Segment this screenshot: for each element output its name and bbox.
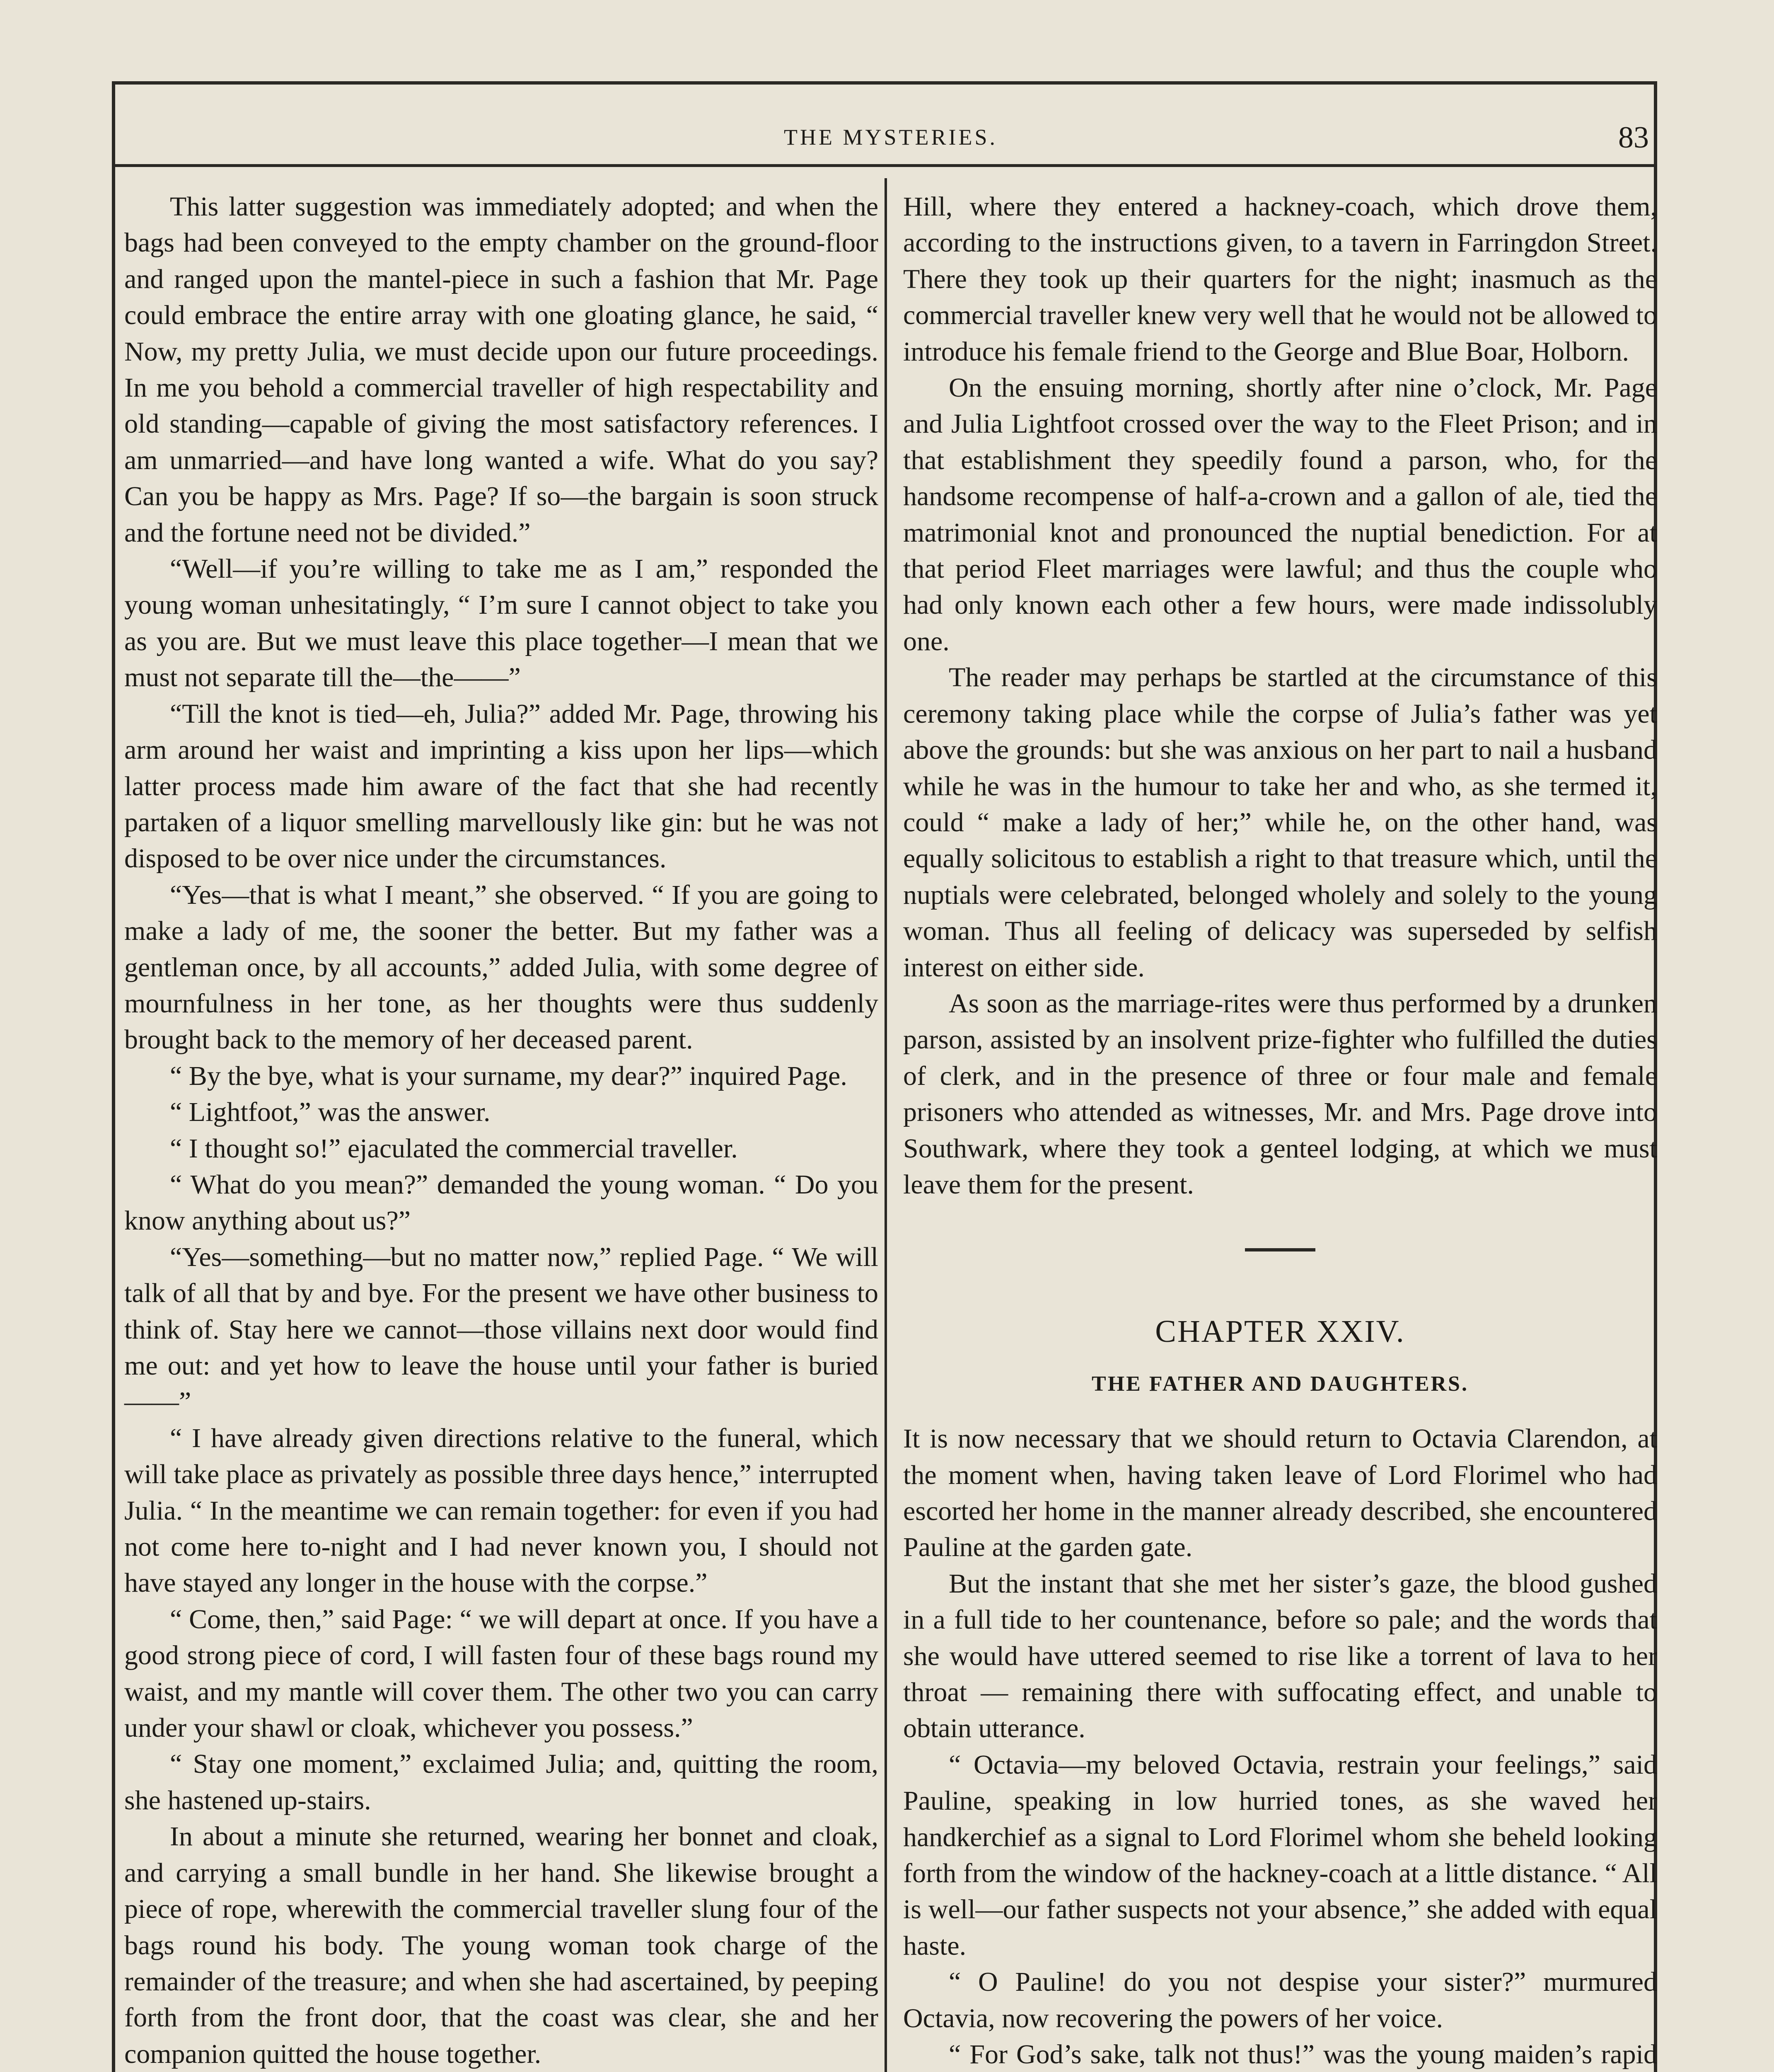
paragraph: Hill, where they entered a hackney-coach, which drove them, according to the instructions given, to a tavern in Farringdon Street. There they took up their quarters for the night; inasmuch as the commercial traveller knew very well that he would not be allowed to introduce his female friend to the George and Blue Boar, Holborn.: [903, 191, 1657, 367]
paragraph: “ Stay one moment,” exclaimed Julia; and, quitting the room, she hastened up-stairs.: [124, 1749, 878, 1815]
paragraph: But the instant that she met her sister’s gaze, the blood gushed in a full tide to her countenance, before so pale; and the words that she would have uttered seemed to rise like a torrent of lava to her throat — remaining there with suffocating effect, and unable to obtain utterance.: [903, 1568, 1657, 1744]
chapter-subtitle: THE FATHER AND DAUGHTERS.: [1092, 1372, 1469, 1396]
left-column: [124, 189, 878, 2072]
section-divider: [1245, 1248, 1315, 1251]
chapter-title: CHAPTER XXIV.: [1155, 1314, 1405, 1349]
paragraph: As soon as the marriage-rites were thus performed by a drunken parson, assisted by an insolvent prize-fighter who fulfilled the duties of clerk, and in the presence of three or four male and female prisoners who attended as witnesses, Mr. and Mrs. Page drove into Southwark, where they took a genteel lodging, at which we must leave them for the present.: [903, 988, 1657, 1200]
paragraph: “ Lightfoot,” was the answer.: [170, 1097, 491, 1128]
paragraph: “ By the bye, what is your surname, my dear?” inquired Page.: [170, 1060, 847, 1091]
page-number: 83: [1618, 121, 1649, 155]
frame-left-rule: [112, 81, 115, 2072]
paragraph: “ I thought so!” ejaculated the commercial traveller.: [170, 1133, 738, 1164]
paragraph: This latter suggestion was immediately adopted; and when the bags had been conveyed to the empty chamber on the ground-floor and ranged upon the mantel-piece in such a fashion that Mr. Page could embrace the entire array with one gloating glance, he said, “ Now, my pretty Julia, we must decide upon our future proceedings. In me you behold a commercial traveller of high respectability and old standing—capable of giving the most satisfactory references. I am unmarried—and have long wanted a wife. What do you say? Can you be happy as Mrs. Page? If so—the bargain is soon struck and the fortune need not be divided.”: [124, 191, 878, 548]
paragraph: “Yes—that is what I meant,” she observed. “ If you are going to make a lady of me, the sooner the better. But my father was a gentleman once, by all accounts,” added Julia, with some degree of mournfulness in her tone, as her thoughts were thus suddenly brought back to the memory of her deceased parent.: [124, 879, 878, 1055]
paragraph: “Till the knot is tied—eh, Julia?” added Mr. Page, throwing his arm around her waist and imprinting a kiss upon her lips—which latter process made him aware of the fact that she had recently partaken of a liquor smelling marvellously like gin: but he was not disposed to be over nice under the circumstances.: [124, 698, 878, 874]
column-divider: [885, 178, 887, 2072]
header-rule: [115, 164, 1654, 167]
paragraph: “Well—if you’re willing to take me as I am,” responded the young woman unhesitatingly, “ I’m sure I cannot object to take you as you are. But we must leave this place together—I mean that we must not separate till the—the——”: [124, 554, 878, 693]
paragraph: In about a minute she returned, wearing her bonnet and cloak, and carrying a small bundle in her hand. She likewise brought a piece of rope, wherewith the commercial traveller slung four of the bags round his body. The young woman took charge of the remainder of the treasure; and when she had ascertained, by peeping forth from the front door, that the coast was clear, she and her companion quitted the house together.: [124, 1821, 878, 2069]
paragraph: The reader may perhaps be startled at the circumstance of this ceremony taking place while the corpse of Julia’s father was yet above the grounds: but she was anxious on her part to nail a husband while he was in the humour to take her and who, as she termed it, could “ make a lady of her;” while he, on the other hand, was equally solicitous to establish a right to that treasure which, until the nuptials were celebrated, belonged wholely and solely to the young woman. Thus all feeling of delicacy was superseded by selfish interest on either side.: [903, 662, 1657, 983]
frame-top-rule: [112, 81, 1657, 85]
paragraph: “ What do you mean?” demanded the young woman. “ Do you know anything about us?”: [124, 1169, 878, 1236]
paragraph: “ Come, then,” said Page: “ we will depart at once. If you have a good strong piece of cord, I will fasten four of these bags round my waist, and my mantle will cover them. The other two you can carry under your shawl or cloak, whichever you possess.”: [124, 1604, 878, 1743]
paragraph: “ O Pauline! do you not despise your sister?” murmured Octavia, now recovering the powers of her voice.: [903, 1967, 1657, 2033]
running-head: THE MYSTERIES.: [784, 125, 998, 150]
paragraph: On the ensuing morning, shortly after nine o’clock, Mr. Page and Julia Lightfoot crossed over the way to the Fleet Prison; and in that establishment they speedily found a parson, who, for the handsome recompense of half-a-crown and a gallon of ale, tied the matrimonial knot and pronounced the nuptial benediction. For at that period Fleet marriages were lawful; and thus the couple who had only known each other a few hours, were made indissolubly one.: [903, 373, 1657, 656]
paragraph: “ Octavia—my beloved Octavia, restrain your feelings,” said Pauline, speaking in low hurried tones, as she waved her handkerchief as a signal to Lord Florimel whom she beheld looking forth from the window of the hackney-coach at a little distance. “ All is well—our father suspects not your absence,” she added with equal haste.: [903, 1749, 1657, 1961]
right-column: [903, 189, 1657, 2072]
paragraph: “ For God’s sake, talk not thus!” was the young maiden’s rapid: [949, 2039, 1657, 2070]
paragraph: “ I have already given directions relative to the funeral, which will take place as privately as possible three days hence,” interrupted Julia. “ In the meantime we can remain together: for even if you had not come here to-night and I had never known you, I should not have stayed any longer in the house with the corpse.”: [124, 1423, 878, 1598]
paragraph: “Yes—something—but no matter now,” replied Page. “ We will talk of all that by and bye. For the present we have other business to think of. Stay here we cannot—those villains next door would find me out: and yet how to leave the house until your father is buried——”: [124, 1242, 878, 1417]
paragraph: It is now necessary that we should return to Octavia Clarendon, at the moment when, having taken leave of Lord Florimel who had escorted her home in the manner already described, she encountered Pauline at the garden gate.: [903, 1423, 1657, 1563]
